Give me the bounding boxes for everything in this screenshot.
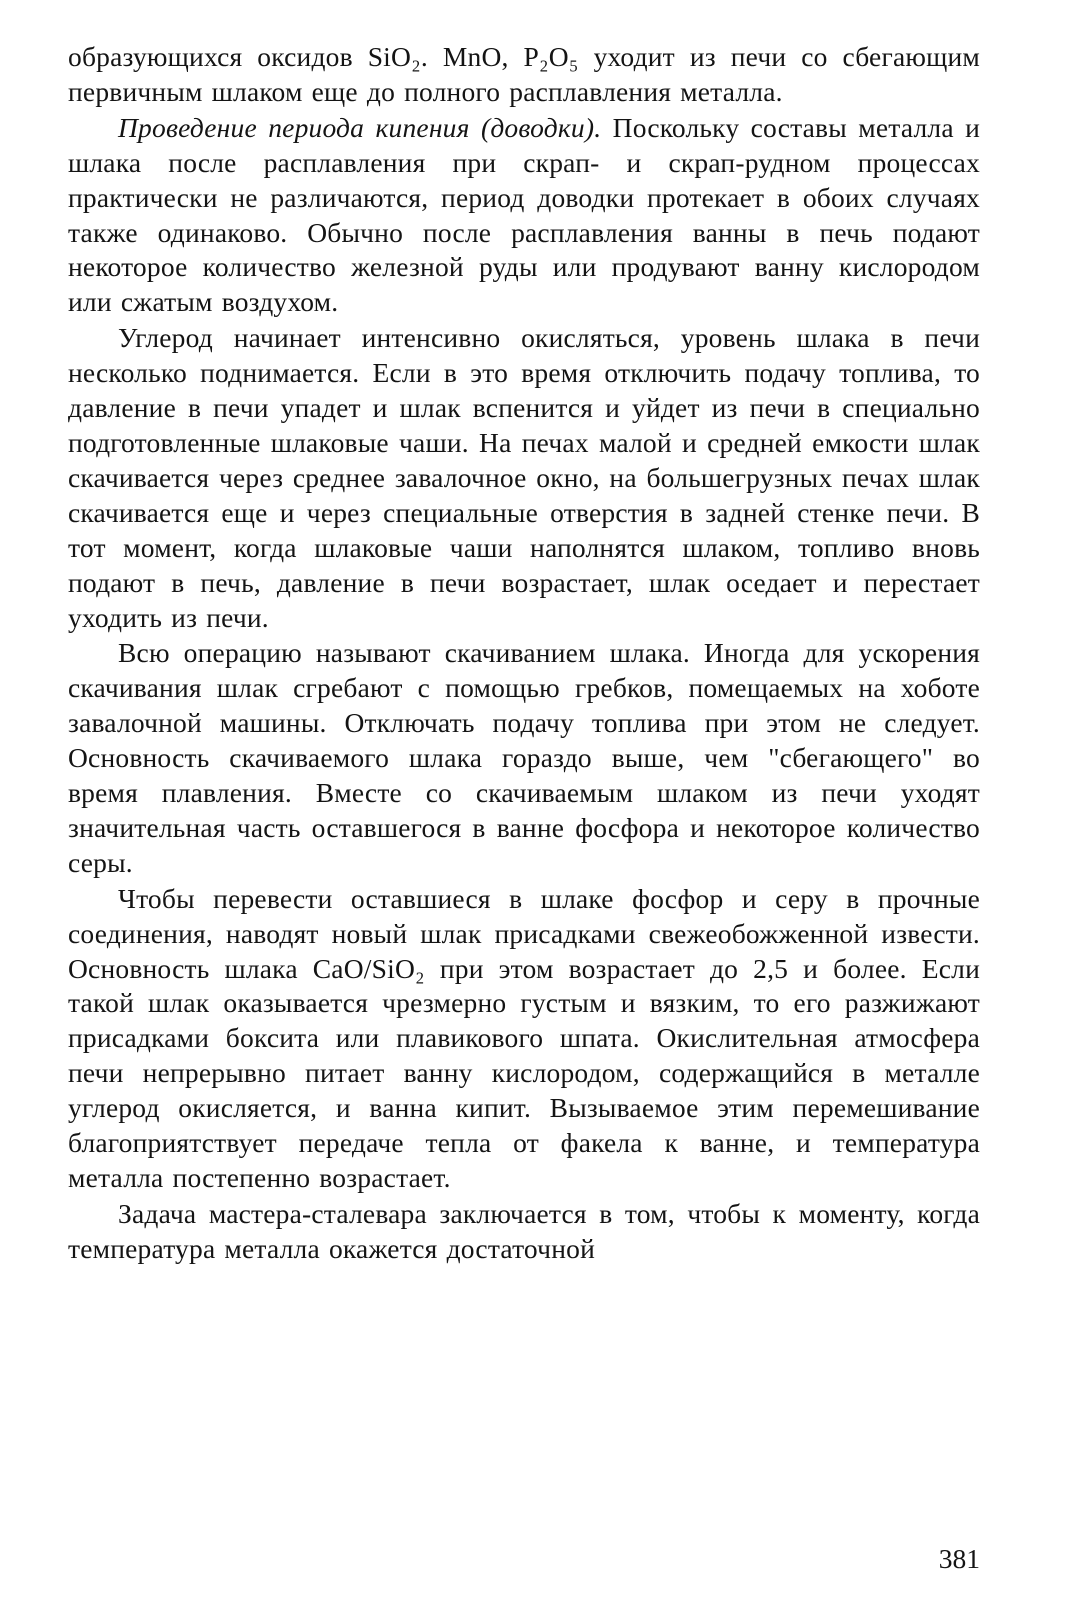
paragraph-5 xyxy=(68,882,980,1196)
paragraph-6-text: Задача мастера-сталевара заключается в том, чтобы к моменту, когда температура металла окажется достаточной xyxy=(68,1197,980,1264)
paragraph-6 xyxy=(68,1197,980,1267)
paragraph-5-text: Чтобы перевести оставшиеся в шлаке фосфор и серу в прочные соединения, наводят новый шлак присадками свежеобожженной извести. Основность шлака CaO/SiO₂ при этом возрастает до 2,5 и более. Если такой шлак оказывается чрезмерно густым и вязким, то его разжижают присадками боксита или плавикового шпата. Окислительная атмосфера печи непрерывно питает ванну кислородом, содержащийся в металле углерод окисляется, и ванна кипит. Вызываемое этим перемешивание благоприятствует передаче тепла от факела к ванне, и температура металла постепенно возрастает. xyxy=(68,882,980,1193)
paragraph-2-text: Поскольку составы металла и шлака после расплавления при скрап- и скрап-рудном процессах практически не различаются, период доводки протекает в обоих случаях также одинаково. Обычно после расплавления ванны в печь подают некоторое количество железной руды или продувают ванну кислородом или сжатым воздухом. xyxy=(68,111,980,318)
paragraph-2 xyxy=(68,111,980,320)
page-body xyxy=(68,40,980,1267)
paragraph-2-heading: Проведение периода кипения (доводки). xyxy=(118,111,602,143)
paragraph-3-text: Углерод начинает интенсивно окисляться, уровень шлака в печи несколько поднимается. Если в это время отключить подачу топлива, то давление в печи упадет и шлак вспенится и уйдет из печи в специально подготовленные шлаковые чаши. На печах малой и средней емкости шлак скачивается через среднее завалочное окно, на большегрузных печах шлак скачивается еще и через специальные отверстия в задней стенке печи. В тот момент, когда шлаковые чаши наполнятся шлаком, топливо вновь подают в печь, давление в печи возрастает, шлак оседает и перестает уходить из печи. xyxy=(68,322,980,633)
page-number: 381 xyxy=(938,1543,980,1574)
paragraph-4 xyxy=(68,636,980,880)
paragraph-1 xyxy=(68,40,980,110)
paragraph-1-text: образующихся оксидов SiO₂. MnO, P₂O₅ уходит из печи со сбегающим первичным шлаком еще до полного расплавления металла. xyxy=(68,41,980,107)
paragraph-3 xyxy=(68,321,980,635)
paragraph-4-text: Всю операцию называют скачиванием шлака. Иногда для ускорения скачивания шлак сгребают с помощью гребков, помещаемых на хоботе завалочной машины. Отключать подачу топлива при этом не следует. Основность скачиваемого шлака гораздо выше, чем "сбегающего" во время плавления. Вместе со скачиваемым шлаком из печи уходят значительная часть оставшегося в ванне фосфора и некоторое количество серы. xyxy=(68,637,980,878)
